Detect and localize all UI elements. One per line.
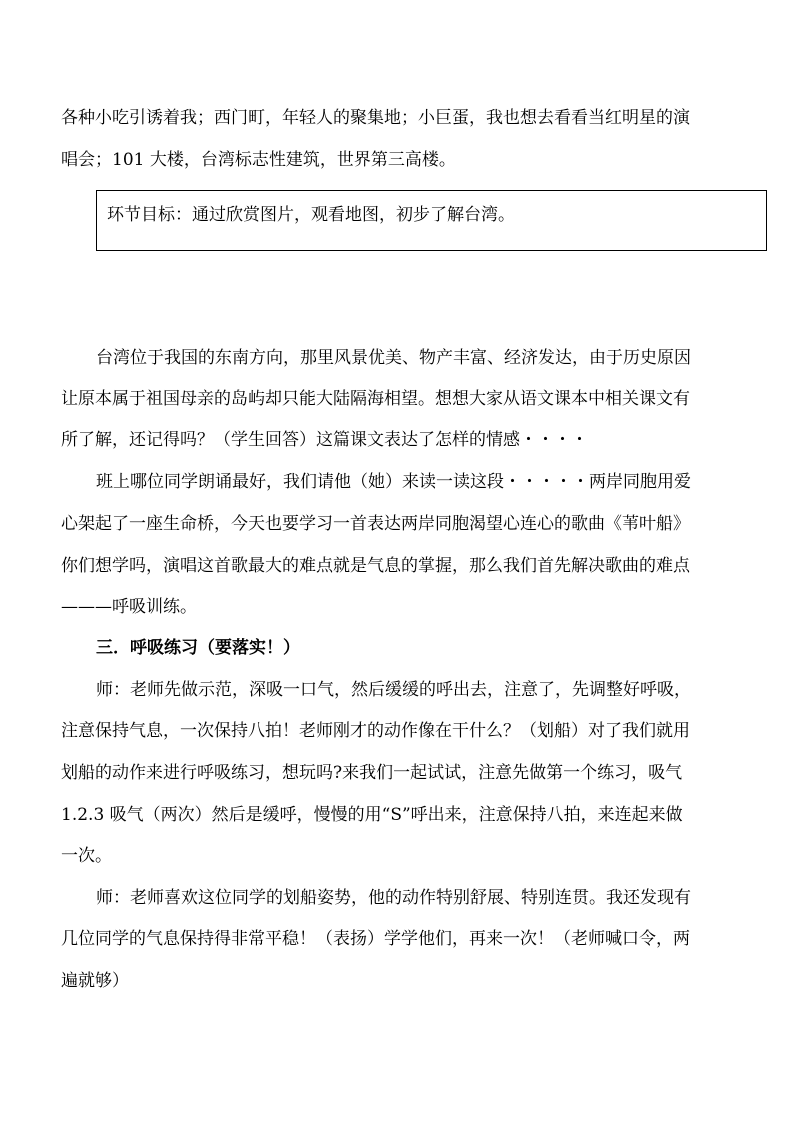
para3-line-5: 一次。 <box>61 846 112 866</box>
para2-line-2: 心架起了一座生命桥，今天也要学习一首表达两岸同胞渴望心连心的歌曲《苇叶船》 <box>61 514 690 534</box>
para1-line-3: 所了解，还记得吗？（学生回答）这篇课文表达了怎样的情感・・・・ <box>61 430 588 450</box>
para3-line-2: 注意保持气息，一次保持八拍！老师刚才的动作像在干什么？（划船）对了我们就用 <box>61 721 690 741</box>
para4-line-1: 师：老师喜欢这位同学的划船姿势，他的动作特别舒展、特别连贯。我还发现有 <box>96 888 691 908</box>
intro-line-1: 各种小吃引诱着我；西门町，年轻人的聚集地；小巨蛋，我也想去看看当红明星的演 <box>61 108 690 128</box>
para4-line-3: 遍就够） <box>61 971 129 991</box>
para2-line-3: 你们想学吗，演唱这首歌最大的难点就是气息的掌握，那么我们首先解决歌曲的难点 <box>61 556 690 576</box>
goal-text: 环节目标：通过欣赏图片，观看地图，初步了解台湾。 <box>107 205 515 225</box>
para3-line-1: 师：老师先做示范，深吸一口气，然后缓缓的呼出去，注意了，先调整好呼吸， <box>96 680 691 700</box>
para1-line-2: 让原本属于祖国母亲的岛屿却只能大陆隔海相望。想想大家从语文课本中相关课文有 <box>61 389 690 409</box>
para3-line-3: 划船的动作来进行呼吸练习，想玩吗?来我们一起试试，注意先做第一个练习，吸气 <box>61 763 683 783</box>
goal-box <box>96 190 767 251</box>
para4-line-2: 几位同学的气息保持得非常平稳！（表扬）学学他们，再来一次！（老师喊口令，两 <box>61 929 690 949</box>
para1-line-1: 台湾位于我国的东南方向，那里风景优美、物产丰富、经济发达，由于历史原因 <box>96 348 691 368</box>
intro-line-2: 唱会；101 大楼，台湾标志性建筑，世界第三高楼。 <box>61 150 456 170</box>
para3-line-4: 1.2.3 吸气（两次）然后是缓呼，慢慢的用“S”呼出来，注意保持八拍，来连起来做 <box>61 805 683 825</box>
section3-heading: 三．呼吸练习（要落实！） <box>96 638 300 658</box>
para2-line-4: ———呼吸训练。 <box>61 597 197 617</box>
para2-line-1: 班上哪位同学朗诵最好，我们请他（她）来读一读这段・・・・・两岸同胞用爱 <box>96 472 691 492</box>
